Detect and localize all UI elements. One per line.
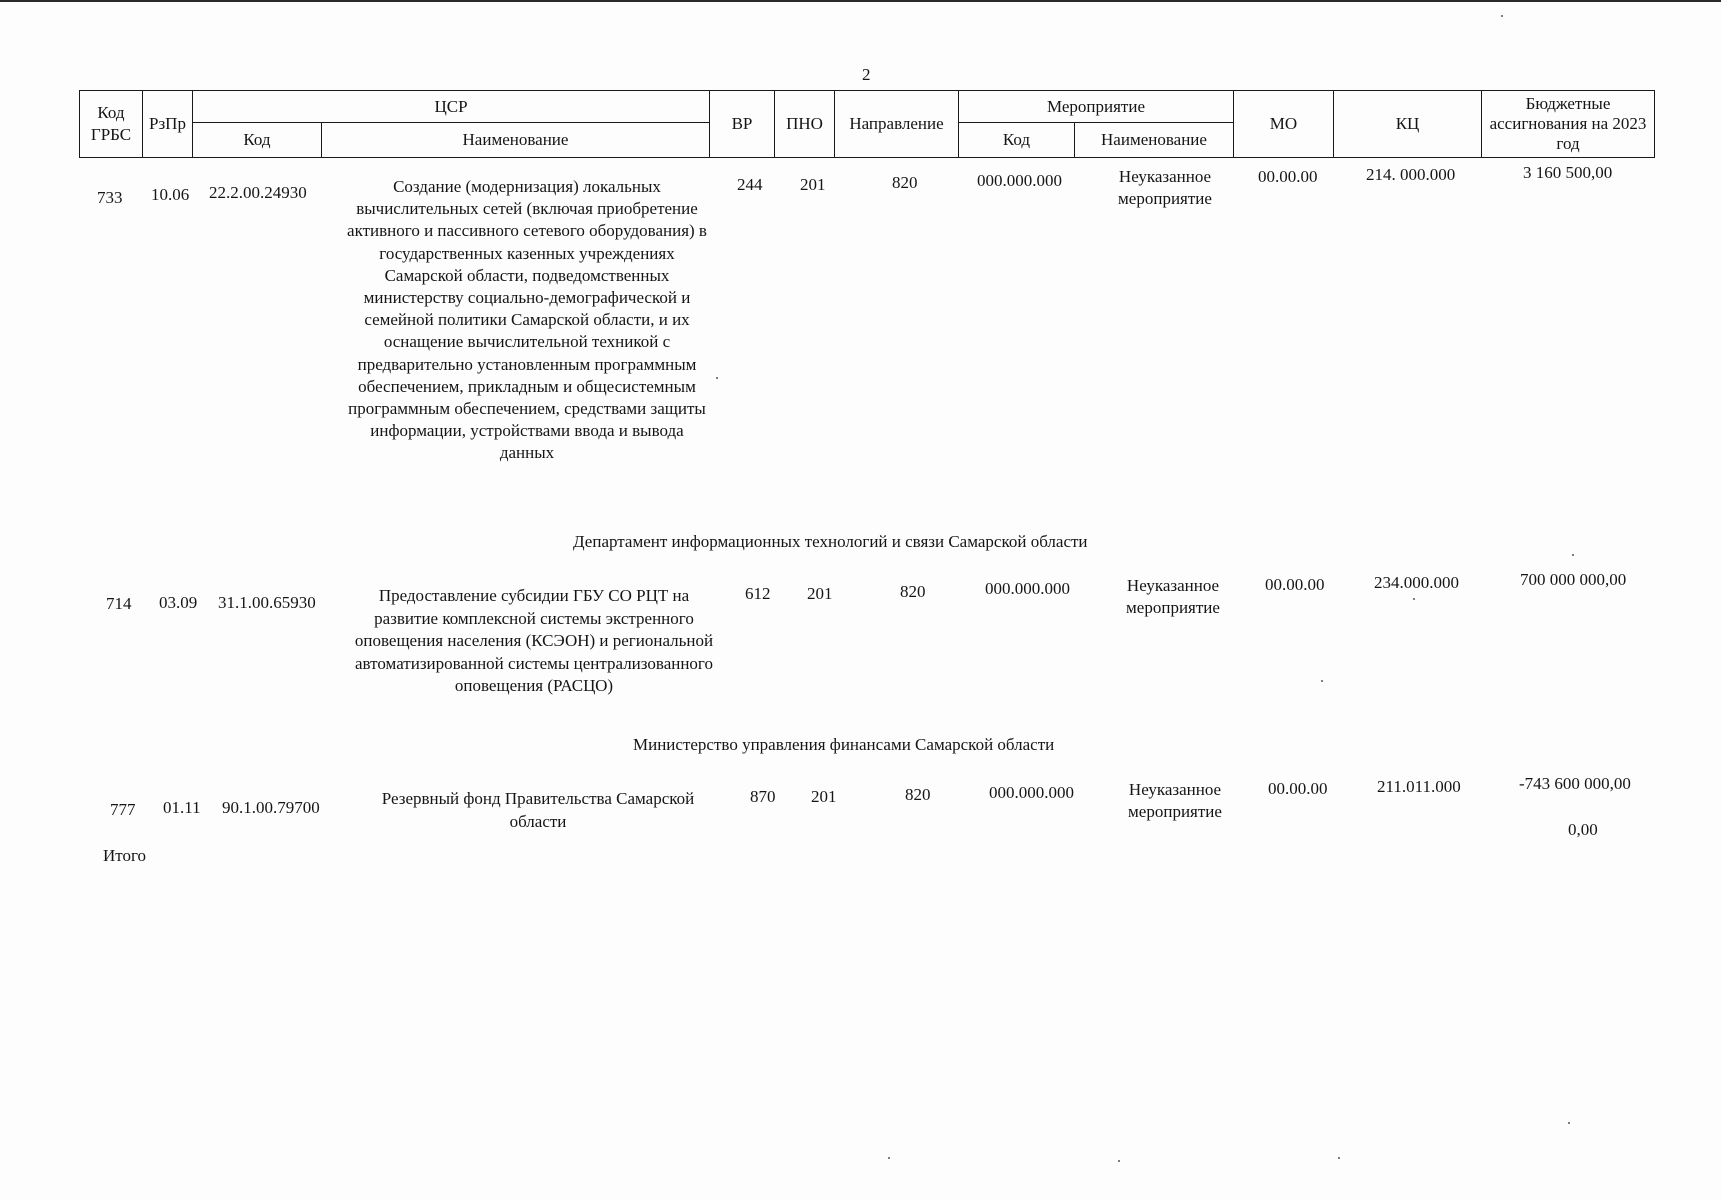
row-mer-name: Неуказанное мероприятие bbox=[1126, 576, 1220, 617]
row-mer-name: Неуказанное мероприятие bbox=[1118, 167, 1212, 208]
header-csr-name: Наименование bbox=[322, 123, 710, 158]
row-amount: 3 160 500,00 bbox=[1523, 163, 1613, 182]
header-mer-kod: Код bbox=[959, 123, 1075, 158]
section-title-ministry: Министерство управления финансами Самарской области bbox=[633, 735, 1055, 754]
header-mo: МО bbox=[1234, 91, 1334, 158]
row-mer-code: 000.000.000 bbox=[985, 579, 1070, 598]
row-name: Предоставление субсидии ГБУ СО РЦТ на развитие комплексной системы экстренного оповещения населения (КСЭОН) и региональной автоматизированной системы централизованного оповещения (РАСЦО) bbox=[354, 586, 714, 695]
row-kc: 234.000.000 bbox=[1374, 573, 1459, 592]
header-table bbox=[79, 90, 1655, 158]
scan-speck bbox=[716, 377, 718, 379]
header-vr: ВР bbox=[710, 91, 775, 158]
row-grbs: 714 bbox=[106, 594, 132, 613]
header-kod-grbs: Код ГРБС bbox=[80, 91, 143, 158]
header-csr-kod: Код bbox=[193, 123, 322, 158]
page-top-edge bbox=[0, 0, 1721, 2]
row-mo: 00.00.00 bbox=[1268, 779, 1328, 798]
row-amount: -743 600 000,00 bbox=[1519, 774, 1631, 793]
scan-speck bbox=[1413, 598, 1415, 600]
scan-speck bbox=[1321, 680, 1323, 682]
scan-speck bbox=[1501, 15, 1503, 17]
row-name: Резервный фонд Правительства Самарской области bbox=[381, 789, 695, 831]
row-name: Создание (модернизация) локальных вычислительных сетей (включая приобретение активного и пассивного сетевого оборудования) в государственных казенных учреждениях Самарской области, подведомственных министерству социально-демографической и семейной политики Самарской области, и их оснащение вычислительной техникой с предварительно установленным программным обеспечением, прикладным и общесистемным программным обеспечением, средствами защиты информации, устройствами ввода и вывода данных bbox=[347, 177, 707, 463]
row-rzpr: 01.11 bbox=[163, 798, 201, 817]
row-grbs: 733 bbox=[97, 188, 123, 207]
row-mer-name: Неуказанное мероприятие bbox=[1128, 780, 1222, 821]
row-amount: 700 000 000,00 bbox=[1520, 570, 1627, 589]
header-kc: КЦ bbox=[1334, 91, 1482, 158]
row-rzpr: 03.09 bbox=[159, 593, 198, 612]
row-rzpr: 10.06 bbox=[151, 185, 190, 204]
row-pno: 201 bbox=[800, 175, 826, 194]
row-kc: 211.011.000 bbox=[1377, 777, 1461, 796]
row-dir: 820 bbox=[900, 582, 926, 601]
row-pno: 201 bbox=[811, 787, 837, 806]
total-amount: 0,00 bbox=[1568, 820, 1598, 839]
row-vr: 244 bbox=[737, 175, 763, 194]
row-vr: 870 bbox=[750, 787, 776, 806]
scan-speck bbox=[1572, 554, 1574, 556]
total-label: Итого bbox=[103, 846, 147, 865]
header-pno: ПНО bbox=[775, 91, 835, 158]
row-mer-code: 000.000.000 bbox=[977, 171, 1062, 190]
page-number: 2 bbox=[862, 65, 871, 84]
row-csr-code: 22.2.00.24930 bbox=[209, 183, 307, 202]
scan-speck bbox=[1338, 1157, 1340, 1159]
section-title-department: Департамент информационных технологий и связи Самарской области bbox=[573, 532, 1088, 551]
row-csr-code: 31.1.00.65930 bbox=[218, 593, 316, 612]
row-vr: 612 bbox=[745, 584, 771, 603]
header-napravlenie: Направление bbox=[835, 91, 959, 158]
scan-speck bbox=[1118, 1160, 1120, 1162]
header-rzpr: РзПр bbox=[143, 91, 193, 158]
header-csr: ЦСР bbox=[193, 91, 710, 123]
row-grbs: 777 bbox=[110, 800, 136, 819]
scan-speck bbox=[1568, 1122, 1570, 1124]
row-mo: 00.00.00 bbox=[1265, 575, 1325, 594]
row-kc: 214. 000.000 bbox=[1366, 165, 1456, 184]
row-dir: 820 bbox=[892, 173, 918, 192]
row-csr-code: 90.1.00.79700 bbox=[222, 798, 320, 817]
header-budget: Бюджетные ассигнования на 2023 год bbox=[1482, 91, 1655, 158]
row-mo: 00.00.00 bbox=[1258, 167, 1318, 186]
scan-speck bbox=[888, 1157, 890, 1159]
row-mer-code: 000.000.000 bbox=[989, 783, 1074, 802]
header-mer-name: Наименование bbox=[1075, 123, 1234, 158]
header-meropriyatie: Мероприятие bbox=[959, 91, 1234, 123]
row-pno: 201 bbox=[807, 584, 833, 603]
row-dir: 820 bbox=[905, 785, 931, 804]
